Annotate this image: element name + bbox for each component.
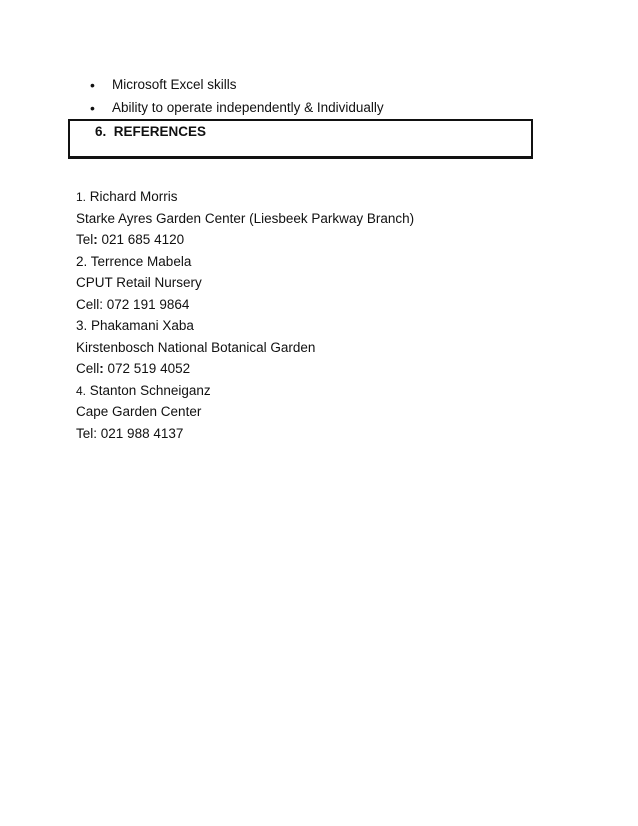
reference-name: Stanton Schneiganz <box>89 382 211 398</box>
contact-label: Cell <box>76 361 100 376</box>
reference-contact <box>76 294 414 316</box>
contact-label: Tel <box>76 232 94 247</box>
reference-organization: Cape Garden Center <box>76 404 202 419</box>
reference-contact <box>76 229 414 251</box>
contact-separator: : <box>99 296 104 312</box>
references-section-box <box>68 119 533 159</box>
skills-bullet-list <box>90 73 384 119</box>
reference-contact <box>76 358 414 380</box>
bullet-dot-icon: • <box>90 99 95 116</box>
reference-organization: Kirstenbosch National Botanical Garden <box>76 339 316 355</box>
bullet-item <box>90 96 384 119</box>
section-title: REFERENCES <box>113 124 207 139</box>
bullet-text: Microsoft Excel skills <box>112 76 237 92</box>
reference-number: 4. <box>76 383 87 398</box>
reference-number: 2. <box>76 253 88 269</box>
contact-value: 072 191 9864 <box>103 296 190 312</box>
reference-name: Terrence Mabela <box>90 253 192 269</box>
reference-organization: Starke Ayres Garden Center (Liesbeek Parkway Branch) <box>76 210 415 226</box>
contact-label: Tel <box>76 425 94 441</box>
reference-number: 1. <box>76 190 87 204</box>
bullet-dot-icon: • <box>90 76 95 93</box>
contact-separator: : <box>93 232 98 247</box>
contact-value: 072 519 4052 <box>103 361 191 376</box>
reference-contact <box>76 423 414 445</box>
reference-organization: CPUT Retail Nursery <box>76 275 202 290</box>
contact-label: Cell <box>76 296 100 312</box>
contact-separator: : <box>99 361 104 376</box>
contact-value: 021 988 4137 <box>97 425 184 441</box>
reference-name-line <box>76 380 414 402</box>
reference-name: Phakamani Xaba <box>91 318 194 333</box>
reference-name-line <box>76 315 414 337</box>
section-number: 6. <box>95 124 107 139</box>
references-list <box>76 186 414 444</box>
bullet-text: Ability to operate independently & Individually <box>112 99 384 115</box>
reference-number: 3. <box>76 318 88 333</box>
reference-name: Richard Morris <box>89 189 178 204</box>
contact-value: 021 685 4120 <box>97 232 185 247</box>
reference-name-line <box>76 186 414 208</box>
section-heading <box>95 124 206 140</box>
bullet-item <box>90 73 384 96</box>
reference-name-line <box>76 251 414 273</box>
contact-separator: : <box>93 425 98 441</box>
